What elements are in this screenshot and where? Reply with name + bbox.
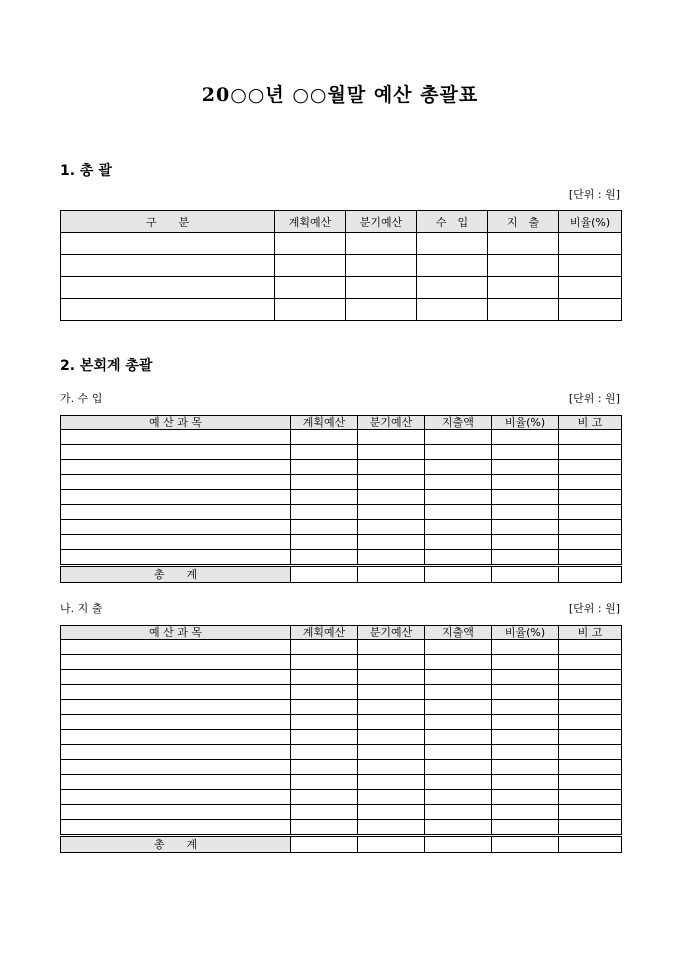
table-cell bbox=[291, 760, 358, 775]
table-row bbox=[61, 655, 622, 670]
table-cell bbox=[358, 535, 425, 550]
table-cell bbox=[61, 299, 275, 321]
table-cell bbox=[425, 520, 492, 535]
table-cell bbox=[358, 805, 425, 820]
table-cell bbox=[559, 445, 622, 460]
table-row bbox=[61, 233, 622, 255]
table-cell bbox=[425, 445, 492, 460]
table-header-row bbox=[61, 626, 622, 640]
column-header-quarterly-budget: 분기예산 bbox=[358, 416, 425, 430]
table-cell bbox=[492, 460, 559, 475]
table-cell bbox=[559, 790, 622, 805]
table-cell bbox=[559, 505, 622, 520]
table-cell bbox=[559, 430, 622, 445]
table-cell bbox=[358, 790, 425, 805]
table-row bbox=[61, 255, 622, 277]
table-cell bbox=[488, 277, 559, 299]
table-cell bbox=[425, 715, 492, 730]
table-cell bbox=[61, 277, 275, 299]
table-cell bbox=[275, 277, 346, 299]
table-row bbox=[61, 730, 622, 745]
table-cell bbox=[61, 820, 291, 836]
table-cell bbox=[291, 745, 358, 760]
column-header-category: 구 분 bbox=[61, 211, 275, 233]
table-cell bbox=[492, 775, 559, 790]
table-cell bbox=[358, 640, 425, 655]
total-label: 총 계 bbox=[61, 836, 291, 853]
table-row bbox=[61, 445, 622, 460]
table-cell bbox=[559, 255, 622, 277]
table-cell bbox=[291, 550, 358, 566]
table-cell bbox=[61, 640, 291, 655]
table-cell bbox=[425, 475, 492, 490]
table-cell bbox=[425, 670, 492, 685]
table-cell bbox=[358, 655, 425, 670]
income-unit: [단위 : 원] bbox=[568, 392, 620, 405]
table-cell bbox=[358, 730, 425, 745]
table-cell bbox=[291, 715, 358, 730]
table-cell bbox=[492, 820, 559, 836]
table-cell bbox=[488, 233, 559, 255]
table-cell bbox=[425, 775, 492, 790]
table-cell bbox=[358, 460, 425, 475]
table-cell bbox=[346, 233, 417, 255]
table-row bbox=[61, 505, 622, 520]
table-cell bbox=[61, 255, 275, 277]
table-cell bbox=[61, 745, 291, 760]
table-cell bbox=[559, 685, 622, 700]
table-cell bbox=[61, 790, 291, 805]
table-cell bbox=[291, 790, 358, 805]
table-row bbox=[61, 640, 622, 655]
total-label: 총 계 bbox=[61, 566, 291, 583]
table-cell bbox=[61, 670, 291, 685]
summary-table bbox=[60, 210, 622, 321]
table-row bbox=[61, 550, 622, 566]
table-cell bbox=[61, 505, 291, 520]
table-row bbox=[61, 520, 622, 535]
table-cell bbox=[425, 700, 492, 715]
table-cell bbox=[559, 277, 622, 299]
column-header-quarterly-budget: 분기예산 bbox=[346, 211, 417, 233]
table-row bbox=[61, 670, 622, 685]
table-row bbox=[61, 760, 622, 775]
column-header-remarks: 비 고 bbox=[559, 626, 622, 640]
table-cell bbox=[275, 255, 346, 277]
page-title: 20○○년 ○○월말 예산 총괄표 bbox=[201, 84, 479, 106]
table-cell bbox=[61, 775, 291, 790]
table-cell bbox=[559, 550, 622, 566]
table-cell bbox=[291, 640, 358, 655]
table-cell bbox=[492, 505, 559, 520]
table-cell bbox=[61, 475, 291, 490]
table-row bbox=[61, 430, 622, 445]
table-cell bbox=[492, 700, 559, 715]
table-row bbox=[61, 475, 622, 490]
table-cell bbox=[417, 255, 488, 277]
table-cell bbox=[559, 520, 622, 535]
section-2-title: 2. 본회계 총괄 bbox=[60, 358, 153, 374]
table-cell bbox=[61, 520, 291, 535]
table-cell bbox=[358, 745, 425, 760]
table-cell bbox=[559, 760, 622, 775]
column-header-planned-budget: 계획예산 bbox=[291, 416, 358, 430]
table-cell bbox=[358, 430, 425, 445]
table-cell bbox=[61, 805, 291, 820]
table-cell bbox=[358, 820, 425, 836]
table-cell bbox=[492, 475, 559, 490]
table-cell bbox=[61, 700, 291, 715]
table-cell bbox=[559, 730, 622, 745]
table-row bbox=[61, 820, 622, 836]
table-cell bbox=[358, 490, 425, 505]
table-cell bbox=[492, 520, 559, 535]
table-cell bbox=[61, 460, 291, 475]
column-header-expense: 지 출 bbox=[488, 211, 559, 233]
table-cell bbox=[346, 277, 417, 299]
table-row bbox=[61, 277, 622, 299]
table-cell bbox=[559, 490, 622, 505]
table-cell bbox=[61, 233, 275, 255]
column-header-income: 수 입 bbox=[417, 211, 488, 233]
expense-unit: [단위 : 원] bbox=[568, 602, 620, 615]
table-cell bbox=[559, 775, 622, 790]
table-cell bbox=[291, 505, 358, 520]
table-cell bbox=[559, 460, 622, 475]
table-cell bbox=[559, 715, 622, 730]
table-cell bbox=[358, 475, 425, 490]
table-cell bbox=[291, 670, 358, 685]
table-row bbox=[61, 299, 622, 321]
table-cell bbox=[346, 299, 417, 321]
table-cell bbox=[559, 535, 622, 550]
column-header-expenditure: 지출액 bbox=[425, 626, 492, 640]
table-cell bbox=[425, 805, 492, 820]
income-subheading: 가. 수 입 bbox=[60, 392, 103, 405]
table-cell bbox=[488, 255, 559, 277]
table-cell bbox=[291, 430, 358, 445]
table-cell bbox=[425, 430, 492, 445]
table-cell bbox=[492, 430, 559, 445]
table-cell bbox=[425, 790, 492, 805]
table-row bbox=[61, 685, 622, 700]
table-cell bbox=[559, 805, 622, 820]
table-cell bbox=[291, 775, 358, 790]
table-cell bbox=[425, 730, 492, 745]
table-cell bbox=[492, 550, 559, 566]
table-cell bbox=[358, 700, 425, 715]
column-header-expenditure: 지출액 bbox=[425, 416, 492, 430]
table-cell bbox=[291, 535, 358, 550]
table-header-row bbox=[61, 416, 622, 430]
table-cell bbox=[425, 820, 492, 836]
table-cell bbox=[425, 505, 492, 520]
table-cell bbox=[492, 760, 559, 775]
table-cell bbox=[358, 715, 425, 730]
income-table bbox=[60, 415, 622, 583]
table-cell bbox=[425, 745, 492, 760]
table-cell bbox=[358, 670, 425, 685]
table-cell bbox=[61, 655, 291, 670]
table-cell bbox=[291, 490, 358, 505]
table-cell bbox=[492, 670, 559, 685]
table-cell bbox=[358, 775, 425, 790]
table-cell bbox=[358, 505, 425, 520]
table-cell bbox=[425, 655, 492, 670]
table-cell bbox=[492, 655, 559, 670]
table-cell bbox=[559, 640, 622, 655]
table-cell bbox=[275, 299, 346, 321]
column-header-ratio: 비율(%) bbox=[492, 626, 559, 640]
table-cell bbox=[425, 490, 492, 505]
table-cell bbox=[291, 655, 358, 670]
column-header-quarterly-budget: 분기예산 bbox=[358, 626, 425, 640]
column-header-budget-item: 예 산 과 목 bbox=[61, 416, 291, 430]
expense-table bbox=[60, 625, 622, 853]
section-1-unit: [단위 : 원] bbox=[568, 188, 620, 201]
table-cell bbox=[425, 685, 492, 700]
table-cell bbox=[492, 730, 559, 745]
table-cell bbox=[492, 445, 559, 460]
table-cell bbox=[275, 233, 346, 255]
table-row bbox=[61, 535, 622, 550]
column-header-planned-budget: 계획예산 bbox=[275, 211, 346, 233]
table-cell bbox=[492, 745, 559, 760]
table-cell bbox=[291, 685, 358, 700]
total-row bbox=[61, 566, 622, 583]
expense-subheading: 나. 지 출 bbox=[60, 602, 103, 615]
column-header-ratio: 비율(%) bbox=[492, 416, 559, 430]
table-cell bbox=[559, 655, 622, 670]
table-row bbox=[61, 715, 622, 730]
table-cell bbox=[358, 445, 425, 460]
table-cell bbox=[291, 700, 358, 715]
table-cell bbox=[61, 685, 291, 700]
table-cell bbox=[358, 685, 425, 700]
table-row bbox=[61, 460, 622, 475]
table-cell bbox=[291, 520, 358, 535]
column-header-planned-budget: 계획예산 bbox=[291, 626, 358, 640]
table-cell bbox=[291, 460, 358, 475]
table-cell bbox=[492, 685, 559, 700]
section-1-title: 1. 총 괄 bbox=[60, 163, 112, 179]
table-cell bbox=[358, 550, 425, 566]
table-cell bbox=[291, 820, 358, 836]
table-row bbox=[61, 700, 622, 715]
table-cell bbox=[358, 520, 425, 535]
table-cell bbox=[417, 233, 488, 255]
table-cell bbox=[291, 475, 358, 490]
table-cell bbox=[61, 535, 291, 550]
column-header-ratio: 비율(%) bbox=[559, 211, 622, 233]
table-cell bbox=[492, 715, 559, 730]
table-cell bbox=[559, 475, 622, 490]
table-cell bbox=[291, 445, 358, 460]
table-cell bbox=[425, 535, 492, 550]
column-header-budget-item: 예 산 과 목 bbox=[61, 626, 291, 640]
table-cell bbox=[492, 490, 559, 505]
table-cell bbox=[61, 430, 291, 445]
table-cell bbox=[559, 745, 622, 760]
table-cell bbox=[291, 805, 358, 820]
table-cell bbox=[61, 715, 291, 730]
table-cell bbox=[492, 535, 559, 550]
table-cell bbox=[559, 820, 622, 836]
table-cell bbox=[492, 790, 559, 805]
table-cell bbox=[291, 730, 358, 745]
table-cell bbox=[61, 550, 291, 566]
table-cell bbox=[358, 760, 425, 775]
table-row bbox=[61, 775, 622, 790]
table-cell bbox=[559, 233, 622, 255]
table-cell bbox=[61, 445, 291, 460]
table-cell bbox=[559, 700, 622, 715]
table-cell bbox=[425, 550, 492, 566]
table-cell bbox=[417, 277, 488, 299]
table-row bbox=[61, 790, 622, 805]
table-cell bbox=[61, 490, 291, 505]
table-cell bbox=[492, 805, 559, 820]
table-cell bbox=[425, 760, 492, 775]
table-row bbox=[61, 745, 622, 760]
table-header-row bbox=[61, 211, 622, 233]
table-cell bbox=[492, 640, 559, 655]
table-row bbox=[61, 490, 622, 505]
table-cell bbox=[417, 299, 488, 321]
table-cell bbox=[559, 670, 622, 685]
table-cell bbox=[61, 730, 291, 745]
table-cell bbox=[61, 760, 291, 775]
table-cell bbox=[425, 640, 492, 655]
column-header-remarks: 비 고 bbox=[559, 416, 622, 430]
table-cell bbox=[346, 255, 417, 277]
table-cell bbox=[425, 460, 492, 475]
total-row bbox=[61, 836, 622, 853]
table-cell bbox=[488, 299, 559, 321]
table-cell bbox=[559, 299, 622, 321]
table-row bbox=[61, 805, 622, 820]
